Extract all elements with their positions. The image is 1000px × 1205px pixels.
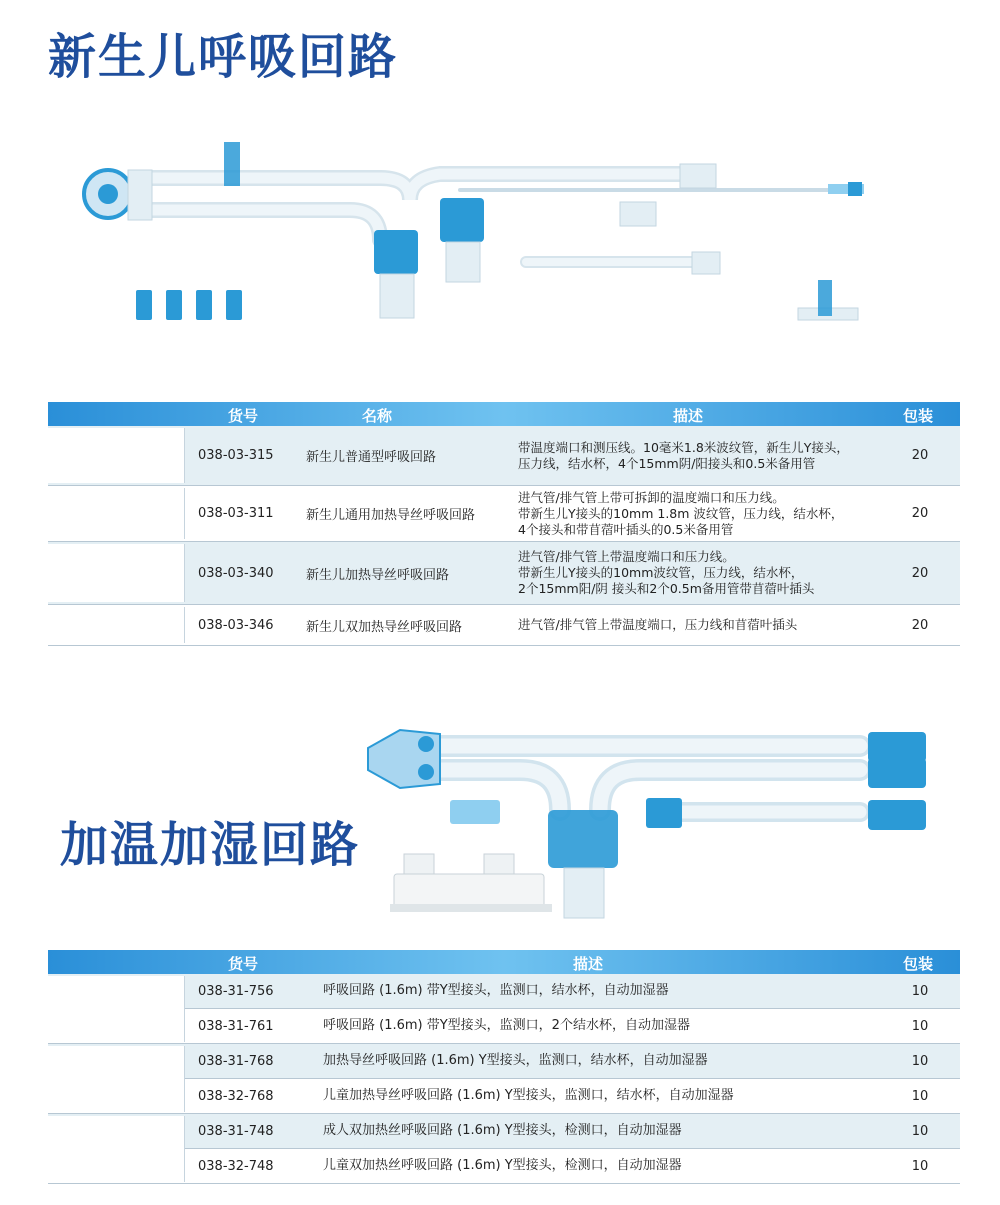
product-thumbnail [48, 1046, 185, 1112]
description: 成人双加热丝呼吸回路 (1.6m) Y型接头，检测口，自动加湿器 [323, 1123, 682, 1138]
header-description: 描述 [573, 955, 604, 973]
product-thumbnail [48, 428, 185, 483]
header-description: 描述 [673, 407, 704, 425]
table-row [48, 486, 960, 542]
pack-quantity: 20 [911, 448, 929, 463]
sku: 038-32-748 [198, 1158, 274, 1174]
humidifier-chamber-illustration [388, 852, 558, 914]
product-thumbnail [48, 488, 185, 539]
description: 呼吸回路 (1.6m) 带Y型接头，监测口，2个结水杯，自动加湿器 [323, 1018, 690, 1033]
product-name: 新生儿双加热导丝呼吸回路 [306, 619, 463, 635]
product-thumbnail [48, 1116, 185, 1182]
description: 进气管/排气管上带可拆卸的温度端口和压力线。 带新生儿Y接头的10mm 1.8m 波纹管，压力线，结水杯， 4个接头和带苜蓿叶插头的0.5米备用管 [518, 489, 844, 537]
table-row [48, 1114, 960, 1149]
description: 儿童加热导丝呼吸回路 (1.6m) Y型接头，监测口，结水杯，自动加湿器 [323, 1088, 734, 1103]
header-pack: 包装 [903, 407, 934, 425]
pack-quantity: 10 [911, 983, 929, 999]
product-thumbnail [48, 544, 185, 602]
sku: 038-03-346 [198, 617, 274, 633]
description: 进气管/排气管上带温度端口和压力线。 带新生儿Y接头的10mm波纹管，压力线，结水杯， 2个15mm阳/阴 接头和2个0.5m备用管带苜蓿叶插头 [518, 549, 815, 596]
neonatal-circuit-illustration [80, 130, 880, 335]
pack-quantity: 10 [911, 1053, 929, 1069]
description: 儿童双加热丝呼吸回路 (1.6m) Y型接头，检测口，自动加湿器 [323, 1158, 682, 1173]
table-header [48, 402, 960, 426]
sku: 038-31-768 [198, 1053, 274, 1069]
pack-quantity: 10 [911, 1088, 929, 1104]
description: 加热导丝呼吸回路 (1.6m) Y型接头，监测口，结水杯，自动加湿器 [323, 1053, 708, 1068]
product-name: 新生儿通用加热导丝呼吸回路 [306, 508, 476, 523]
sku: 038-03-311 [198, 506, 274, 521]
description: 进气管/排气管上带温度端口，压力线和苜蓿叶插头 [518, 617, 798, 632]
table-row [48, 542, 960, 605]
sku: 038-32-768 [198, 1088, 274, 1104]
sku: 038-03-340 [198, 565, 274, 581]
header-name: 名称 [362, 407, 393, 425]
pack-quantity: 20 [911, 617, 929, 633]
sku: 038-31-761 [198, 1018, 274, 1034]
header-pack: 包装 [903, 955, 934, 973]
sku: 038-31-748 [198, 1123, 274, 1139]
table-row [48, 974, 960, 1009]
product-name: 新生儿加热导丝呼吸回路 [306, 567, 450, 583]
table-row [48, 605, 960, 646]
pack-quantity: 10 [911, 1158, 929, 1174]
neonatal-product-table [48, 402, 960, 646]
header-sku: 货号 [228, 407, 259, 425]
product-name: 新生儿普通型呼吸回路 [306, 450, 437, 465]
pack-quantity: 10 [911, 1018, 929, 1034]
table-row [48, 1044, 960, 1079]
humidified-product-table [48, 950, 960, 1184]
description: 带温度端口和测压线。10毫米1.8米波纹管，新生儿Y接头， 压力线，结水杯，4个15mm阴/阳接头和0.5米备用管 [518, 439, 849, 471]
table-row [48, 426, 960, 486]
pack-quantity: 20 [911, 565, 929, 581]
product-thumbnail [48, 976, 185, 1042]
section-title-humidified: 加温加湿回路 [60, 817, 361, 873]
table-header [48, 950, 960, 974]
header-sku: 货号 [228, 955, 259, 973]
pack-quantity: 20 [911, 506, 929, 521]
sku: 038-03-315 [198, 448, 274, 463]
section-title-neonatal: 新生儿呼吸回路 [48, 29, 399, 85]
product-thumbnail [48, 607, 185, 643]
pack-quantity: 10 [911, 1123, 929, 1139]
description: 呼吸回路 (1.6m) 带Y型接头，监测口，结水杯，自动加湿器 [323, 983, 669, 998]
sku: 038-31-756 [198, 983, 274, 999]
